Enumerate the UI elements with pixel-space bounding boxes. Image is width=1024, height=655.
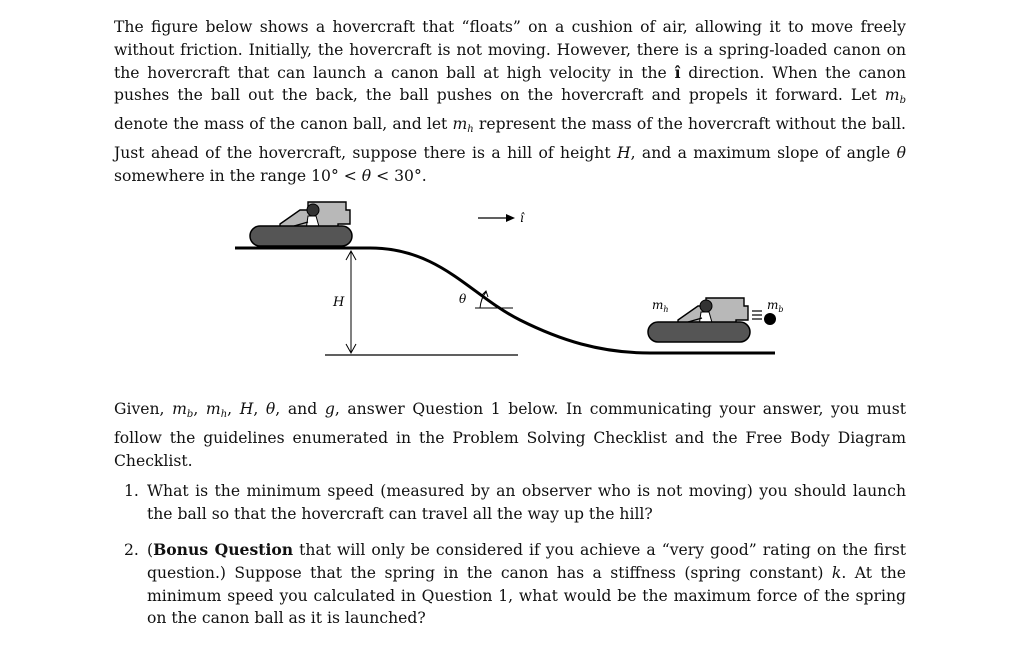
intro-text-5: , and a maximum slope of angle	[630, 143, 897, 162]
given-comma-3: ,	[253, 400, 266, 418]
intro-text-6: somewhere in the range 10° <	[114, 166, 362, 185]
mh-subscript: h	[467, 124, 474, 136]
q2-open-paren: (	[147, 541, 154, 559]
mb-subscript: b	[899, 95, 906, 107]
given-g: g	[324, 400, 335, 418]
given-mh: m	[205, 400, 221, 418]
question-1-text: What is the minimum speed (measured by an observer who is not moving) you should launch the ball so that the hovercraft can travel all the way up the hill?	[147, 482, 906, 523]
intro-text-4: represent the mass of the hovercraft without the ball. Just ahead of the hovercraft, suppose there is a hill of height	[114, 115, 907, 162]
intro-text-7: < 30°.	[371, 166, 427, 185]
angle-label: θ	[459, 292, 467, 306]
hovercraft-top	[250, 202, 352, 246]
height-label: H	[333, 295, 345, 310]
H-symbol: H	[616, 143, 631, 162]
given-comma-2: ,	[227, 400, 240, 418]
q2-text-1: that will only be considered if you achieve a “very good” rating on the first question.) Suppose that the spring in the canon has a stiffness (spring constant)	[147, 541, 906, 582]
given-comma-1: ,	[193, 400, 206, 418]
mb-symbol: m	[884, 86, 900, 105]
given-mh-sub: h	[220, 409, 228, 420]
k-symbol: k	[831, 563, 842, 582]
given-text-2: , answer Question 1 below. In communicating your answer, you must follow the guidelines enumerated in the Problem Solving Checklist and the Free Body Diagram Checklist.	[114, 400, 906, 470]
intro-text-2: direction. When the canon pushes the ball out the back, the ball pushes on the hovercraft and propels it forward. Let	[114, 63, 906, 105]
bonus-question-label: Bonus Question	[153, 540, 294, 559]
mh-symbol: m	[452, 115, 468, 134]
direction-label: î	[520, 211, 524, 225]
ihat-symbol: î	[674, 62, 681, 82]
canon-ball	[764, 313, 776, 325]
intro-text-3: denote the mass of the canon ball, and let	[114, 115, 453, 134]
theta-symbol-2: θ	[361, 166, 372, 185]
intro-text-1: The figure below shows a hovercraft that “floats” on a cushion of air, allowing it to move freely without friction. Initially, the hovercraft is not moving. However, there is a spring-loaded canon on the hovercraft that can launch a canon ball at high velocity in the	[114, 18, 906, 82]
given-text-1: Given,	[114, 400, 173, 418]
question-1-number: 1.	[124, 482, 139, 500]
q2-text-2: . At the minimum speed you calculated in Question 1, what would be the maximum force of the spring on the canon ball as it is launched?	[147, 563, 906, 628]
theta-symbol: θ	[896, 143, 906, 162]
given-H: H	[239, 400, 254, 418]
intro-paragraph	[114, 16, 906, 188]
question-2-number: 2.	[124, 541, 139, 559]
given-mb: m	[172, 400, 187, 418]
given-and: , and	[275, 400, 325, 418]
hovercraft-hill-figure	[230, 190, 800, 390]
given-theta: θ	[265, 400, 276, 418]
question-2-text	[147, 539, 906, 630]
question-2	[124, 539, 906, 630]
mh-label: $m_h$	[652, 298, 669, 314]
given-paragraph	[114, 398, 906, 472]
given-mb-sub: b	[186, 409, 194, 420]
mb-label: $m_b$	[767, 298, 784, 314]
question-1	[124, 480, 906, 526]
